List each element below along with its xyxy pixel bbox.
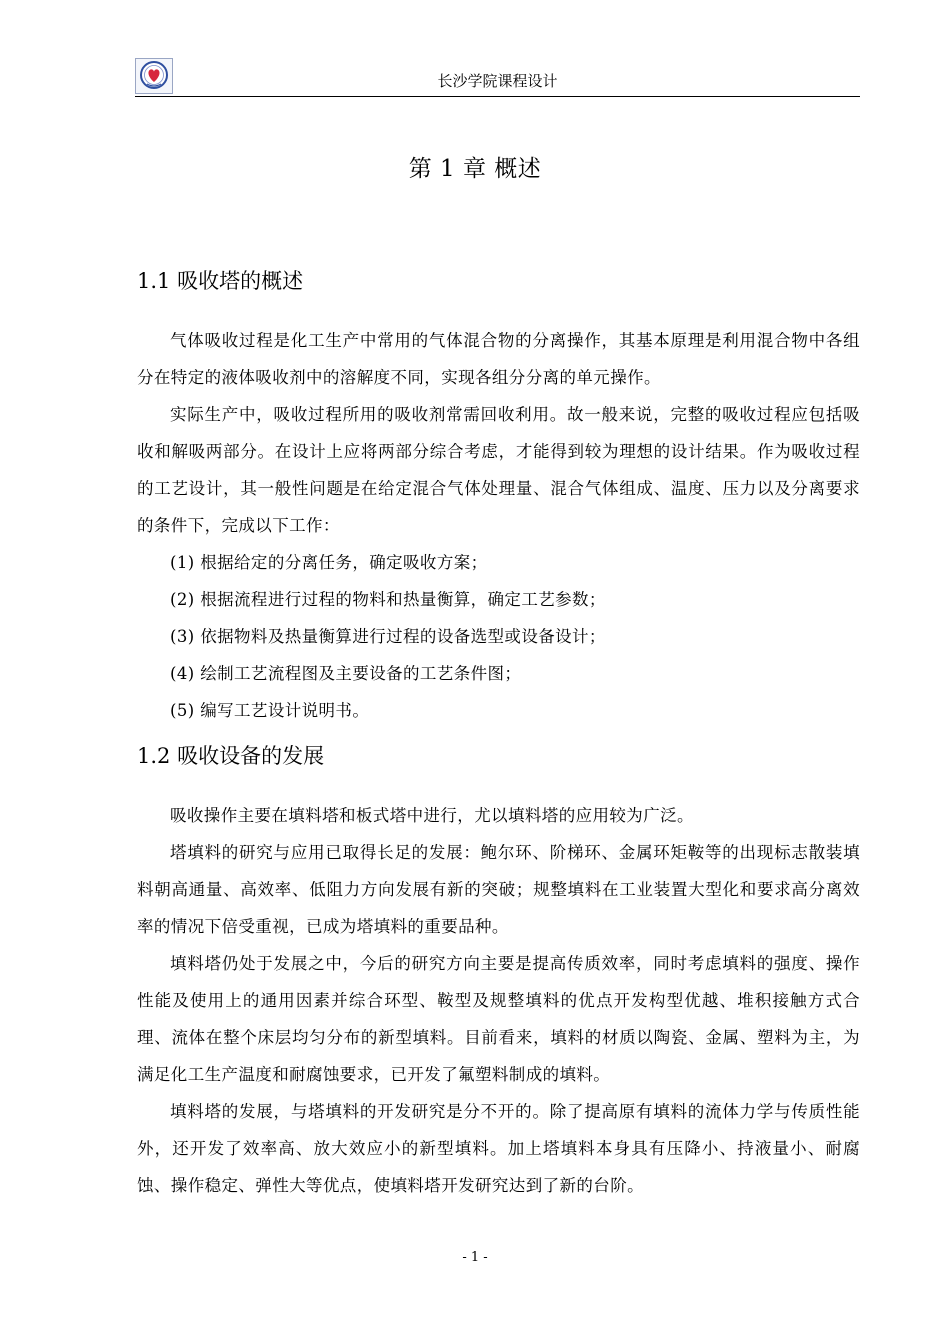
paragraph: 吸收操作主要在填料塔和板式塔中进行，尤以填料塔的应用较为广泛。 xyxy=(170,806,694,825)
page-header xyxy=(135,58,860,96)
header-divider xyxy=(135,96,860,97)
document-body xyxy=(137,262,860,1204)
task-item: (4) 绘制工艺流程图及主要设备的工艺条件图； xyxy=(170,664,522,683)
section-heading-1-1: 1.1 吸收塔的概述 xyxy=(137,269,304,293)
paragraph: 填料塔的发展，与塔填料的开发研究是分不开的。除了提高原有填料的流体力学与传质性能外，还开发了效率高、放大效应小的新型填料。加上塔填料本身具有压降小、持液量小、耐腐蚀、操作稳定、弹性大等优点，使填料塔开发研究达到了新的台阶。 xyxy=(137,1102,860,1195)
paragraph: 填料塔仍处于发展之中，今后的研究方向主要是提高传质效率，同时考虑填料的强度、操作性能及使用上的通用因素并综合环型、鞍型及规整填料的优点开发构型优越、堆积接触方式合理、流体在整个床层均匀分布的新型填料。目前看来，填料的材质以陶瓷、金属、塑料为主，为满足化工生产温度和耐腐蚀要求，已开发了氟塑料制成的填料。 xyxy=(137,954,860,1084)
page-number: - 1 - xyxy=(462,1250,488,1265)
chapter-title: 第 1 章 概述 xyxy=(408,156,542,182)
paragraph: 实际生产中，吸收过程所用的吸收剂常需回收利用。故一般来说，完整的吸收过程应包括吸收和解吸两部分。在设计上应将两部分综合考虑，才能得到较为理想的设计结果。作为吸收过程的工艺设计，其一般性问题是在给定混合气体处理量、混合气体组成、温度、压力以及分离要求的条件下，完成以下工作： xyxy=(137,405,860,535)
header-title: 长沙学院课程设计 xyxy=(437,72,558,90)
task-item: (3) 依据物料及热量衡算进行过程的设备选型或设备设计； xyxy=(170,627,606,646)
task-item: (1) 根据给定的分离任务，确定吸收方案； xyxy=(170,553,488,572)
paragraph: 塔填料的研究与应用已取得长足的发展：鲍尔环、阶梯环、金属环矩鞍等的出现标志散装填料朝高通量、高效率、低阻力方向发展有新的突破；规整填料在工业装置大型化和要求高分离效率的情况下倍受重视，已成为塔填料的重要品种。 xyxy=(137,843,860,936)
task-item: (2) 根据流程进行过程的物料和热量衡算，确定工艺参数； xyxy=(170,590,606,609)
section-heading-1-2: 1.2 吸收设备的发展 xyxy=(137,744,325,768)
paragraph: 气体吸收过程是化工生产中常用的气体混合物的分离操作，其基本原理是利用混合物中各组分在特定的液体吸收剂中的溶解度不同，实现各组分分离的单元操作。 xyxy=(137,331,860,387)
task-item: (5) 编写工艺设计说明书。 xyxy=(170,701,370,720)
task-list xyxy=(137,544,860,729)
